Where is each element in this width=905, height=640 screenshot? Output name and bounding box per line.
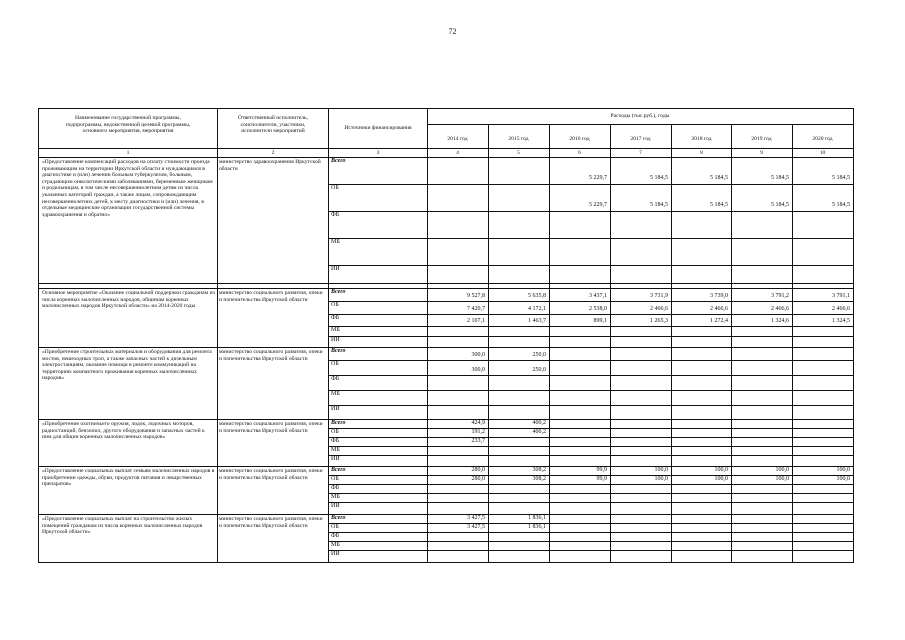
funding-source: ОБ <box>331 361 339 367</box>
funding-source: ФБ <box>331 533 340 539</box>
value-cell: 2 466,6 <box>771 306 789 312</box>
value-cell: 1 836,1 <box>528 524 546 530</box>
grid-line <box>328 541 854 542</box>
grid-line <box>328 314 854 315</box>
grid-line <box>38 108 854 109</box>
grid-line <box>488 124 489 563</box>
grid-line <box>328 301 854 302</box>
column-number: 1 <box>126 150 130 156</box>
funding-source: ОБ <box>331 185 339 191</box>
funding-source: ОБ <box>331 429 339 435</box>
header-year: 2014 год <box>447 136 468 142</box>
program-name: «Приобретение строительных материалов и оборудования для ремонта мостов, пешеходных троп, а также запасных частей к дизельным электростанциям, оказание помощи в ремонте коммуникаций на территориях компактного проживания коренных малочисленных народов» <box>42 349 212 382</box>
column-number: 6 <box>578 150 581 156</box>
header-year: 2016 год <box>569 136 590 142</box>
funding-source: Всего <box>331 158 346 164</box>
grid-line <box>549 124 550 563</box>
value-cell: 5 184,5 <box>832 202 850 208</box>
column-number: 9 <box>760 150 763 156</box>
grid-line <box>328 532 854 533</box>
value-cell: 2 107,1 <box>467 318 485 324</box>
value-cell: 100,0 <box>714 476 728 482</box>
funding-source: Всего <box>331 289 346 295</box>
column-number: 5 <box>517 150 520 156</box>
value-cell: 5 184,5 <box>771 175 789 181</box>
funding-source: ФБ <box>331 376 340 382</box>
header-col-program: Наименование государственной программы, подпрограммы, ведомственной целевой программы, основного мероприятия, мероприятия <box>65 115 191 135</box>
grid-line <box>328 405 854 406</box>
grid-line <box>328 446 854 447</box>
executor-name: министерство социального развития, опеки и попечительства Иркутской области <box>219 349 323 362</box>
value-cell: 3 791,2 <box>771 293 789 299</box>
funding-source: МБ <box>331 542 340 548</box>
grid-line <box>328 336 854 337</box>
program-name: «Предоставление социальных выплат на строительство жилых помещений гражданам из числа коренных малочисленных народов Иркутской области» <box>42 516 203 536</box>
executor-name: министерство социального развития, опеки и попечительства Иркутской области <box>219 290 323 303</box>
funding-source: Всего <box>331 348 346 354</box>
funding-source: ИИ <box>331 456 340 462</box>
value-cell: 100,0 <box>654 476 668 482</box>
column-number: 7 <box>639 150 642 156</box>
funding-source: ФБ <box>331 315 340 321</box>
header-year: 2020 год <box>812 136 833 142</box>
funding-source: ИИ <box>331 551 340 557</box>
value-cell: 5 184,5 <box>710 175 728 181</box>
value-cell: 400,2 <box>532 420 546 426</box>
grid-line <box>328 484 854 485</box>
column-number: 2 <box>271 150 275 156</box>
executor-name: министерство здравоохранения Иркутской области <box>219 159 321 172</box>
value-cell: 3 437,1 <box>589 293 607 299</box>
grid-line <box>38 108 39 563</box>
grid-line <box>328 550 854 551</box>
program-name: «Предоставление социальных выплат семьям малочисленных народов в приобретении одежды, обуви, продуктов питания и лекарственных препаратов» <box>42 468 215 488</box>
value-cell: 5 184,5 <box>710 202 728 208</box>
grid-line <box>328 238 854 239</box>
funding-source: Всего <box>331 467 346 473</box>
grid-line <box>328 493 854 494</box>
grid-line <box>328 455 854 456</box>
executor-name: министерство социального развития, опеки и попечительства Иркутской области <box>219 516 323 529</box>
executor-name: министерство социального развития, опеки и попечительства Иркутской области <box>219 468 323 481</box>
grid-line <box>731 124 732 563</box>
grid-line <box>328 390 854 391</box>
program-name: «Приобретение охотничьего оружия, лодок, лодочных моторов, радиостанций, бензопил, другого оборудования и запасных частей к ним для общин коренных малочисленных народов» <box>42 421 205 441</box>
value-cell: 280,0 <box>471 467 485 473</box>
value-cell: 5 635,8 <box>528 293 546 299</box>
value-cell: 250,0 <box>532 367 546 373</box>
value-cell: 100,0 <box>714 467 728 473</box>
funding-source: МБ <box>331 494 340 500</box>
program-name: Основное мероприятие «Оказание социальной поддержки гражданам из числа коренных малочисленных народов, общинам коренных малочисленных народов Иркутской области» на 2014-2020 годы <box>42 290 215 310</box>
column-number: 3 <box>376 150 380 156</box>
column-number: 8 <box>700 150 703 156</box>
value-cell: 5 229,7 <box>589 175 607 181</box>
funding-source: ФБ <box>331 438 340 444</box>
value-cell: 308,2 <box>532 476 546 482</box>
grid-line <box>853 108 854 563</box>
value-cell: 3 791,1 <box>832 293 850 299</box>
funding-source: ИИ <box>331 503 340 509</box>
value-cell: 2 466,6 <box>832 306 850 312</box>
value-cell: 1 836,1 <box>528 515 546 521</box>
value-cell: 99,9 <box>596 467 607 473</box>
value-cell: 3 731,9 <box>650 293 668 299</box>
value-cell: 191,2 <box>471 429 485 435</box>
grid-line <box>328 428 854 429</box>
grid-line <box>328 326 854 327</box>
value-cell: 5 184,5 <box>832 175 850 181</box>
value-cell: 1 265,3 <box>650 318 668 324</box>
funding-source: ФБ <box>331 212 340 218</box>
value-cell: 1 324,5 <box>832 318 850 324</box>
grid-line <box>328 502 854 503</box>
grid-line <box>328 475 854 476</box>
grid-line <box>328 523 854 524</box>
grid-line <box>671 124 672 563</box>
value-cell: 100,0 <box>775 467 789 473</box>
funding-source: ИИ <box>331 406 340 412</box>
value-cell: 250,0 <box>532 352 546 358</box>
value-cell: 100,0 <box>836 476 850 482</box>
value-cell: 424,9 <box>471 420 485 426</box>
value-cell: 5 184,5 <box>650 202 668 208</box>
column-number: 10 <box>819 150 826 156</box>
value-cell: 99,9 <box>596 476 607 482</box>
header-year: 2018 год <box>691 136 712 142</box>
value-cell: 100,0 <box>836 467 850 473</box>
value-cell: 3 739,0 <box>710 293 728 299</box>
grid-line <box>328 360 854 361</box>
header-year: 2015 год <box>508 136 529 142</box>
value-cell: 100,0 <box>775 476 789 482</box>
grid-line <box>328 265 854 266</box>
header-year: 2017 год <box>630 136 651 142</box>
value-cell: 280,0 <box>471 476 485 482</box>
value-cell: 5 229,7 <box>589 202 607 208</box>
value-cell: 1 463,7 <box>528 318 546 324</box>
value-cell: 5 184,5 <box>771 202 789 208</box>
funding-source: ОБ <box>331 476 339 482</box>
header-col-source: Источники финансирования <box>344 125 412 131</box>
program-name: «Предоставление компенсаций расходов на оплату стоимости проезда проживающим на территории Иркутской области и нуждающимся в диагностике и (или) лечении больным туберкулезом, больным, страдающим онкологическими заболеваниями, беременным женщинам и родильницам, в том числе несовершеннолетним детям из числа указанных категорий граждан, а также лицам, сопровождающим несовершеннолетних детей, к месту диагностики и (или) лечения, в отдельные медицинские организации государственной системы здравоохранения и обратно» <box>42 159 213 218</box>
funding-source: ИИ <box>331 266 340 272</box>
funding-source: ОБ <box>331 302 339 308</box>
value-cell: 1 272,4 <box>710 318 728 324</box>
value-cell: 2 466,6 <box>650 306 668 312</box>
executor-name: министерство социального развития, опеки и попечительства Иркутской области <box>219 421 323 434</box>
funding-source: Всего <box>331 420 346 426</box>
funding-source: ОБ <box>331 524 339 530</box>
funding-source: Всего <box>331 515 346 521</box>
grid-line <box>217 108 218 563</box>
grid-line <box>328 211 854 212</box>
value-cell: 1 324,6 <box>771 318 789 324</box>
value-cell: 4 172,1 <box>528 306 546 312</box>
value-cell: 300,0 <box>471 352 485 358</box>
funding-source: МБ <box>331 391 340 397</box>
value-cell: 300,0 <box>471 367 485 373</box>
value-cell: 2 538,0 <box>589 306 607 312</box>
value-cell: 2 466,6 <box>710 306 728 312</box>
value-cell: 233,7 <box>471 438 485 444</box>
header-year: 2019 год <box>751 136 772 142</box>
page-number: 72 <box>448 27 457 36</box>
value-cell: 5 184,5 <box>650 175 668 181</box>
grid-line <box>328 184 854 185</box>
grid-line <box>328 437 854 438</box>
grid-line <box>427 124 854 125</box>
value-cell: 9 527,8 <box>467 293 485 299</box>
column-number: 4 <box>456 150 459 156</box>
funding-source: ФБ <box>331 485 340 491</box>
header-expenses: Расходы (тыс.руб.), годы <box>610 113 670 119</box>
grid-line <box>427 108 428 563</box>
value-cell: 308,2 <box>532 467 546 473</box>
value-cell: 3 427,5 <box>467 524 485 530</box>
value-cell: 899,1 <box>593 318 607 324</box>
grid-line <box>328 375 854 376</box>
value-cell: 100,0 <box>654 467 668 473</box>
grid-line <box>328 108 329 563</box>
grid-line <box>792 124 793 563</box>
funding-source: МБ <box>331 327 340 333</box>
value-cell: 7 420,7 <box>467 306 485 312</box>
value-cell: 3 427,5 <box>467 515 485 521</box>
funding-source: МБ <box>331 239 340 245</box>
grid-line <box>610 124 611 563</box>
funding-source: МБ <box>331 447 340 453</box>
funding-source: ИИ <box>331 337 340 343</box>
value-cell: 400,2 <box>532 429 546 435</box>
header-col-executor: Ответственный исполнитель, соисполнители, участники, исполнители мероприятий <box>238 115 308 135</box>
